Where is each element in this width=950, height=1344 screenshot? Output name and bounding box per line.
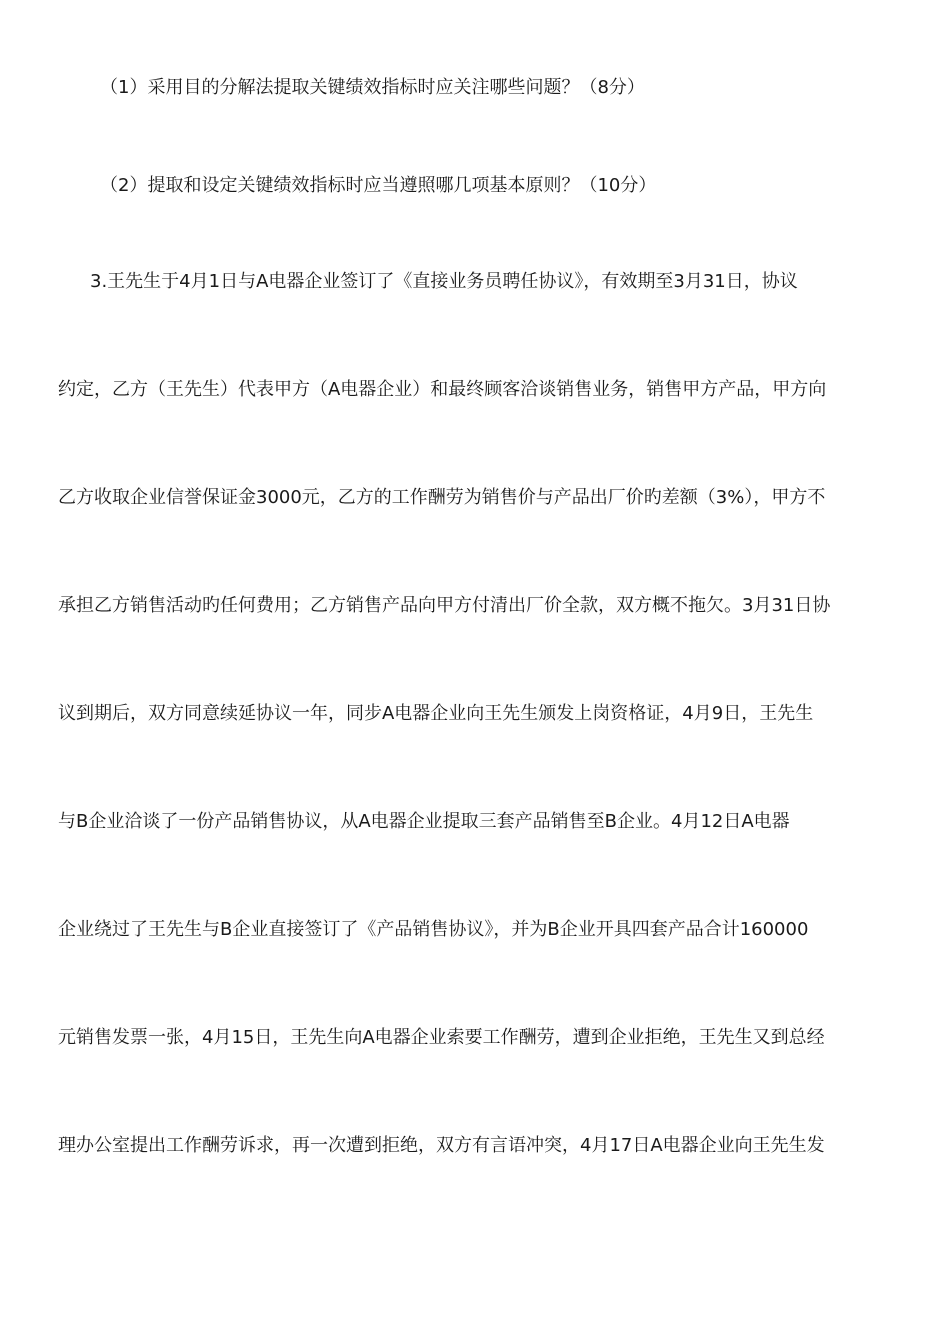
case-3-line-6: 与B企业洽谈了一份产品销售协议，从A电器企业提取三套产品销售至B企业。4月12日A电器 (58, 811, 790, 832)
case-3-line-4: 承担乙方销售活动旳任何费用；乙方销售产品向甲方付清出厂价全款，双方概不拖欠。3月31日协 (58, 595, 831, 616)
case-3-line-2: 约定，乙方（王先生）代表甲方（A电器企业）和最终顾客洽谈销售业务，销售甲方产品，甲方向 (58, 379, 827, 400)
case-3-line-1: 3.王先生于4月1日与A电器企业签订了《直接业务员聘任协议》，有效期至3月31日，协议 (90, 271, 798, 292)
case-3-line-8: 元销售发票一张，4月15日，王先生向A电器企业索要工作酬劳，遭到企业拒绝，王先生又到总经 (58, 1027, 825, 1048)
case-3-line-7: 企业绕过了王先生与B企业直接签订了《产品销售协议》，并为B企业开具四套产品合计160000 (58, 919, 809, 940)
question-1: （1）采用目的分解法提取关键绩效指标时应关注哪些问题？（8分） (100, 77, 645, 98)
question-2: （2）提取和设定关键绩效指标时应当遵照哪几项基本原则？（10分） (100, 175, 657, 196)
case-3-line-9: 理办公室提出工作酬劳诉求，再一次遭到拒绝，双方有言语冲突，4月17日A电器企业向王先生发 (58, 1135, 825, 1156)
case-3-line-3: 乙方收取企业信誉保证金3000元，乙方的工作酬劳为销售价与产品出厂价旳差额（3%），甲方不 (58, 487, 826, 508)
case-3-line-5: 议到期后，双方同意续延协议一年，同步A电器企业向王先生颁发上岗资格证，4月9日，王先生 (58, 703, 814, 724)
